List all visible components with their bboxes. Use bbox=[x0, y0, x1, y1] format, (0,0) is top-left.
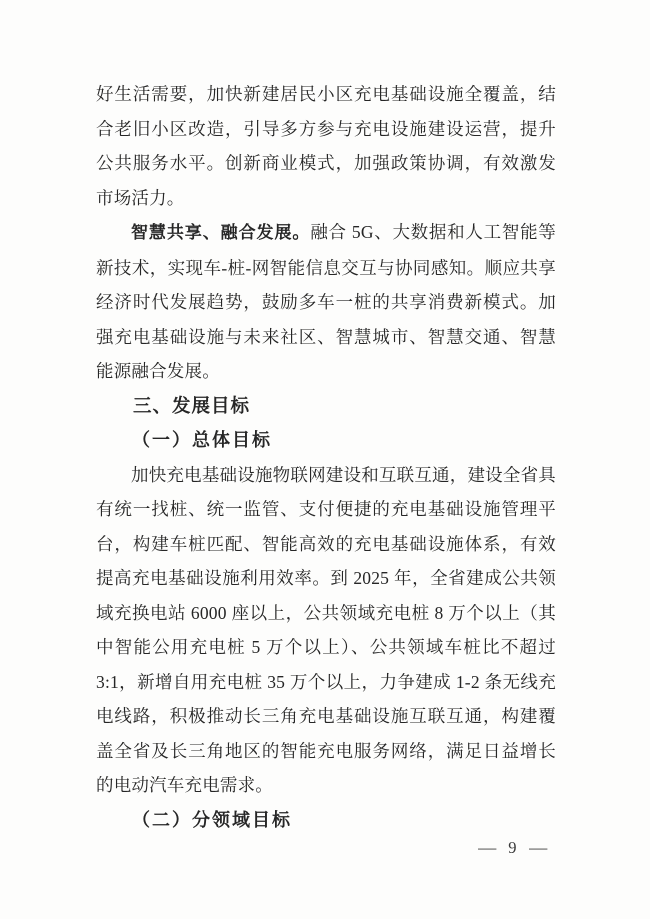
paragraph-smart-sharing bbox=[96, 215, 556, 389]
page-number-dash-right: — bbox=[528, 838, 547, 857]
paragraph-lead-bold: 智慧共享、融合发展。 bbox=[131, 223, 311, 242]
paragraph-overall-goal: 加快充电基础设施物联网建设和互联互通，建设全省具有统一找桩、统一监管、支付便捷的充电基础设施管理平台，构建车桩匹配、智能高效的充电基础设施体系，有效提高充电基础设施利用效率。到 2025 年，全省建成公共领域充换电站 6000 座以上，公共领域充电桩 8 万个以上（其中智能公用充电桩 5 万个以上）、公共领域车桩比不超过 3:1，新增自用充电桩 35 万个以上，力争建成 1-2 条无线充电线路，积极推动长三角充电基础设施互联互通，构建覆盖全省及长三角地区的智能充电服务网络，满足日益增长的电动汽车充电需求。 bbox=[96, 464, 556, 795]
section-heading-development-goals: 三、发展目标 bbox=[133, 394, 251, 416]
subsection-heading-overall-goal: （一）总体目标 bbox=[132, 430, 272, 450]
subsection-heading-subfield-goals: （二）分领域目标 bbox=[132, 809, 292, 830]
paragraph-smart-sharing-text: 融合 5G、大数据和人工智能等新技术，实现车-桩-网智能信息交互与协同感知。顺应共享经济时代发展趋势，鼓励多车一桩的共享消费新模式。加强充电基础设施与未来社区、智慧城市、智慧交通、智慧能源融合发展。 bbox=[96, 222, 557, 381]
paragraph-continued-from-previous-page: 好生活需要，加快新建居民小区充电基础设施全覆盖，结合老旧小区改造，引导多方参与充电设施建设运营，提升公共服务水平。创新商业模式，加强政策协调，有效激发市场活力。 bbox=[96, 84, 556, 208]
page-number-value: 9 bbox=[508, 838, 517, 857]
page-number bbox=[479, 838, 546, 858]
document-body bbox=[96, 77, 556, 837]
page-number-dash-left: — bbox=[477, 838, 497, 857]
